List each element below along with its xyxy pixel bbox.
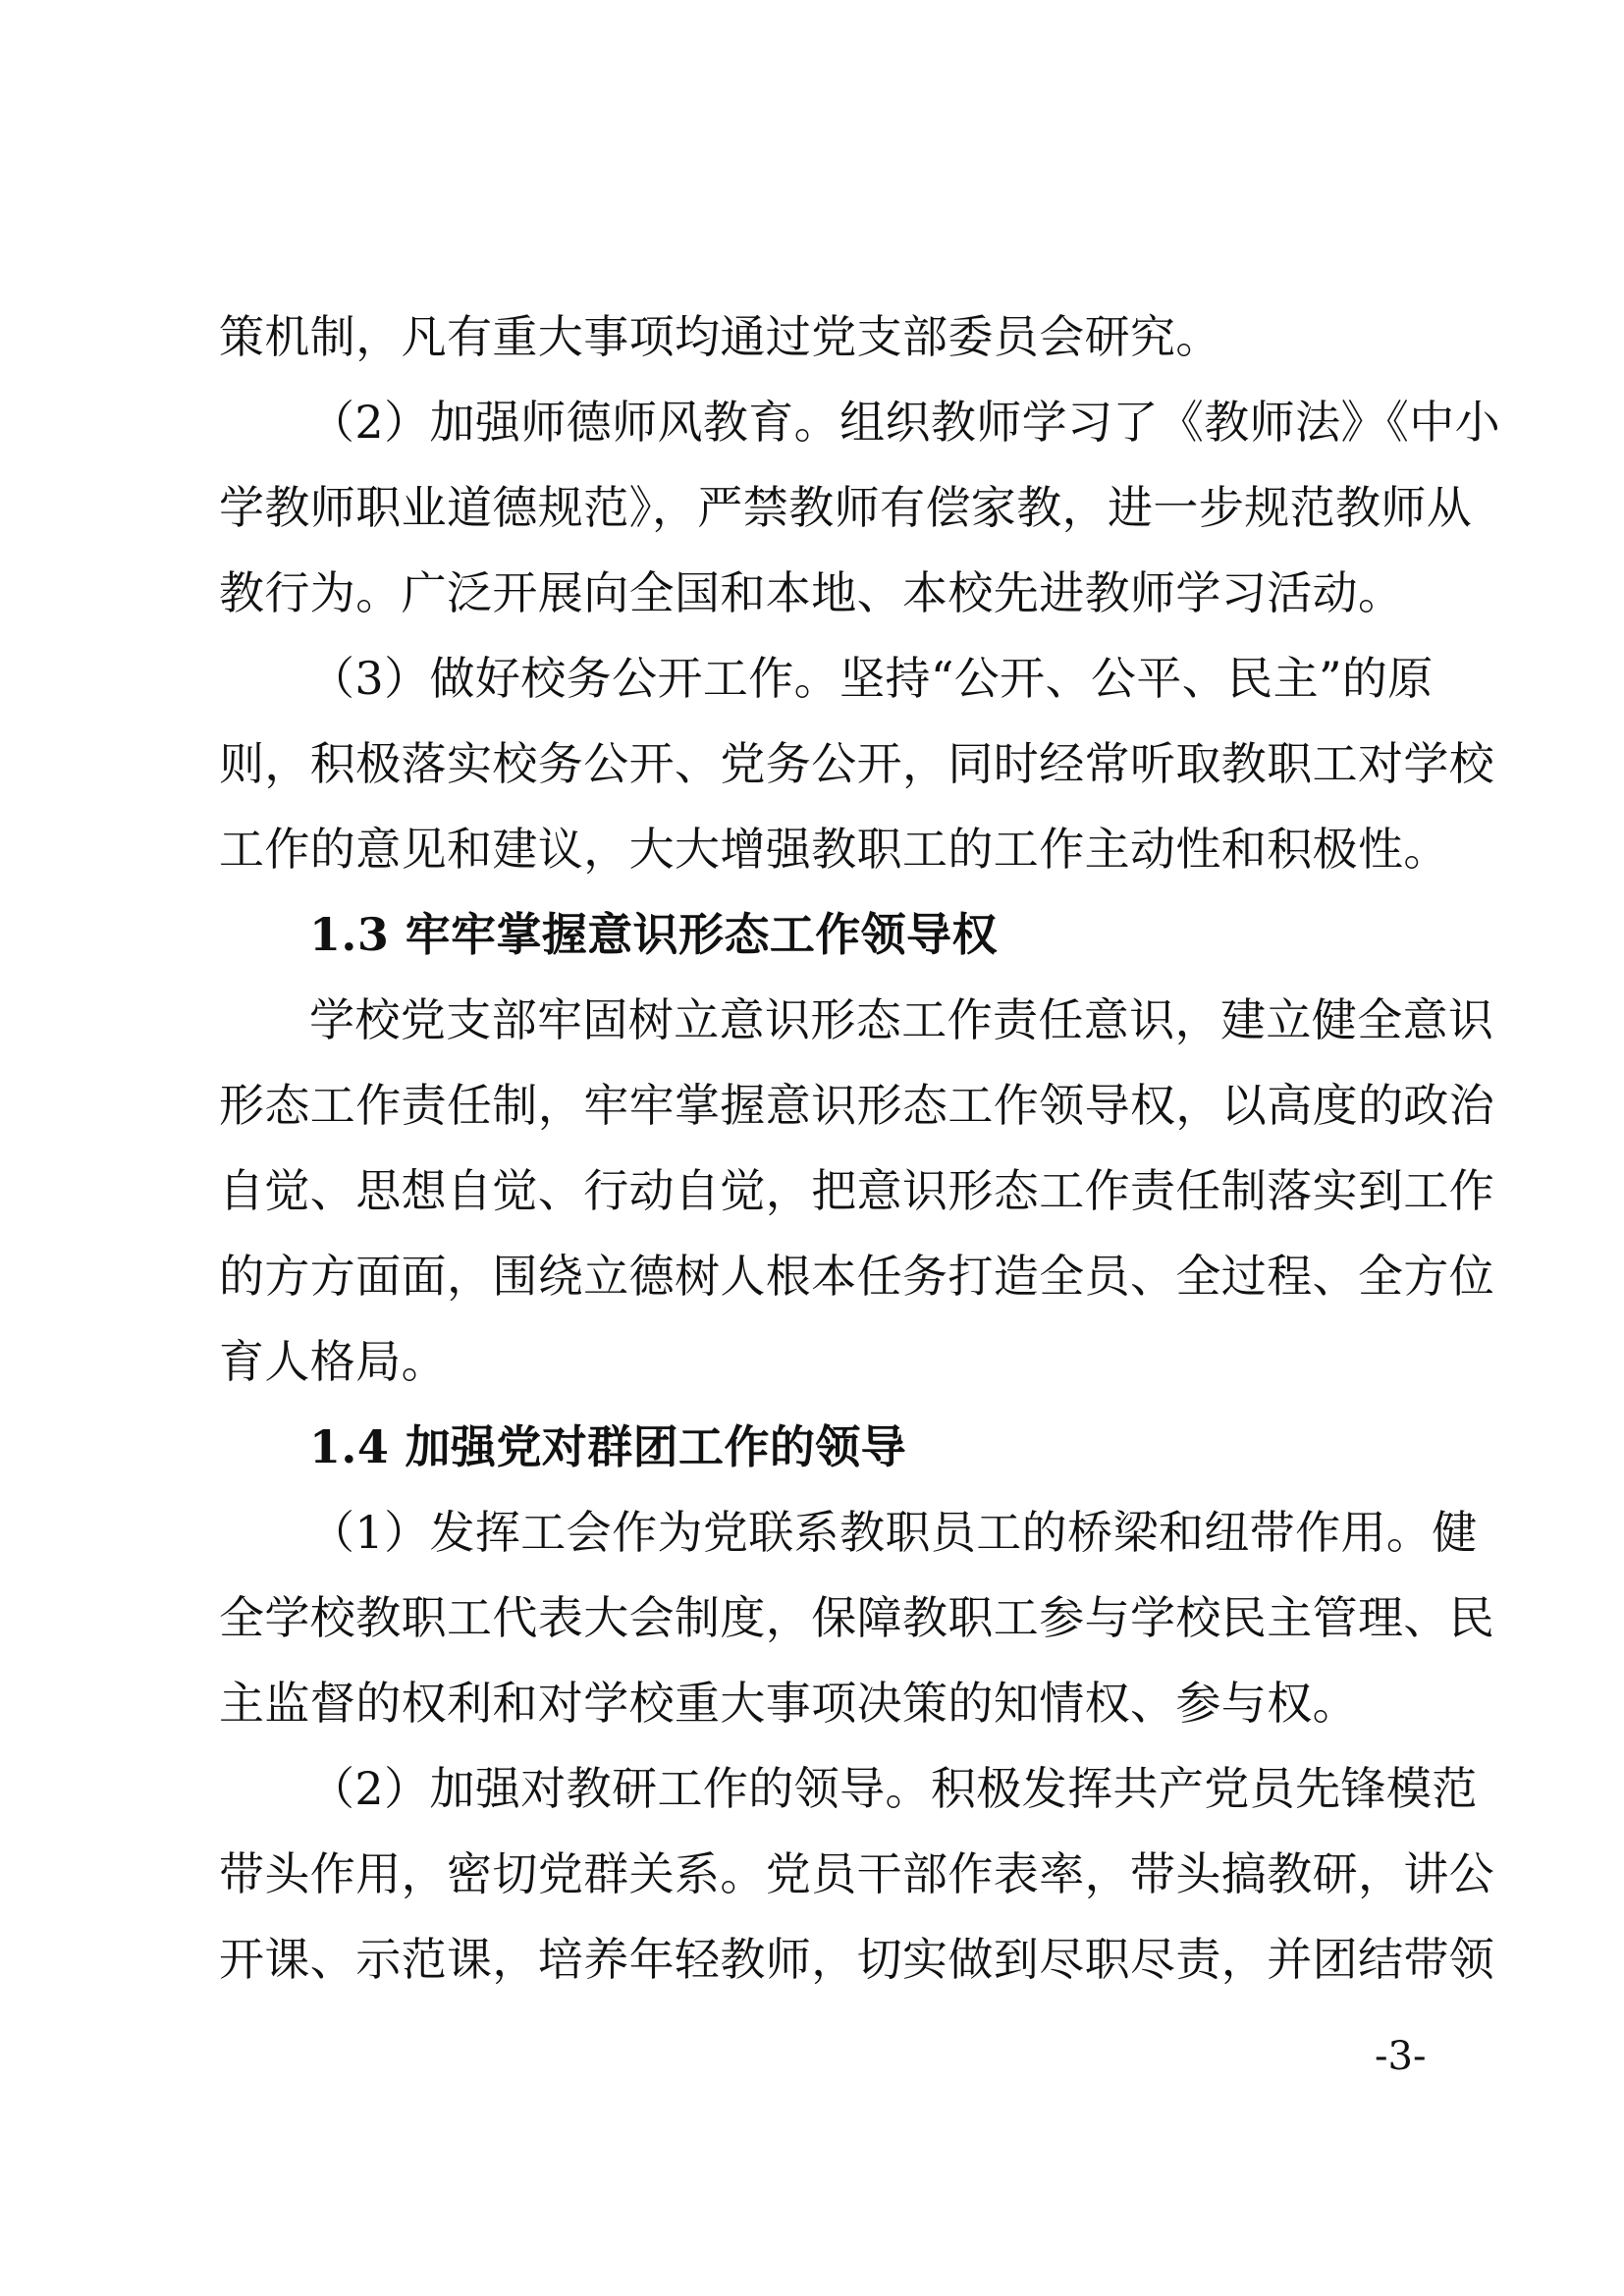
- page-number: -3-: [1375, 2034, 1427, 2079]
- paragraph-line: 学教师职业道德规范》，严禁教师有偿家教，进一步规范教师从: [219, 481, 1473, 534]
- paragraph-line: 自觉、思想自觉、行动自觉，把意识形态工作责任制落实到工作: [219, 1164, 1495, 1217]
- paragraph-line: 主监督的权利和对学校重大事项决策的知情权、参与权。: [219, 1677, 1358, 1730]
- paragraph-line: 则，积极落实校务公开、党务公开，同时经常听取教职工对学校: [219, 737, 1495, 790]
- paragraph-line: （1）发挥工会作为党联系教职员工的桥梁和纽带作用。健: [309, 1506, 1478, 1559]
- paragraph-line: （2）加强师德师风教育。组织教师学习了《教师法》《中小: [309, 396, 1501, 449]
- paragraph-line: 学校党支部牢固树立意识形态工作责任意识，建立健全意识: [309, 993, 1494, 1046]
- paragraph-line: 教行为。广泛开展向全国和本地、本校先进教师学习活动。: [219, 566, 1404, 619]
- paragraph-line: 形态工作责任制，牢牢掌握意识形态工作领导权，以高度的政治: [219, 1079, 1495, 1132]
- paragraph-line: 育人格局。: [219, 1335, 447, 1388]
- paragraph-line: （2）加强对教研工作的领导。积极发挥共产党员先锋模范: [309, 1762, 1478, 1815]
- section-heading: 1.4 加强党对群团工作的领导: [309, 1420, 907, 1473]
- paragraph-line: 策机制，凡有重大事项均通过党支部委员会研究。: [219, 310, 1221, 363]
- document-body: [219, 294, 1501, 2002]
- paragraph-line: 的方方面面，围绕立德树人根本任务打造全员、全过程、全方位: [219, 1250, 1495, 1303]
- section-heading: 1.3 牢牢掌握意识形态工作领导权: [309, 908, 998, 961]
- paragraph-line: 开课、示范课，培养年轻教师，切实做到尽职尽责，并团结带领: [219, 1933, 1495, 1986]
- paragraph-line: 工作的意见和建议，大大增强教职工的工作主动性和积极性。: [219, 823, 1449, 876]
- paragraph-line: 全学校教职工代表大会制度，保障教职工参与学校民主管理、民: [219, 1591, 1495, 1644]
- paragraph-line: （3）做好校务公开工作。坚持“公开、公平、民主”的原: [309, 652, 1434, 705]
- paragraph-line: 带头作用，密切党群关系。党员干部作表率，带头搞教研，讲公: [219, 1847, 1495, 1900]
